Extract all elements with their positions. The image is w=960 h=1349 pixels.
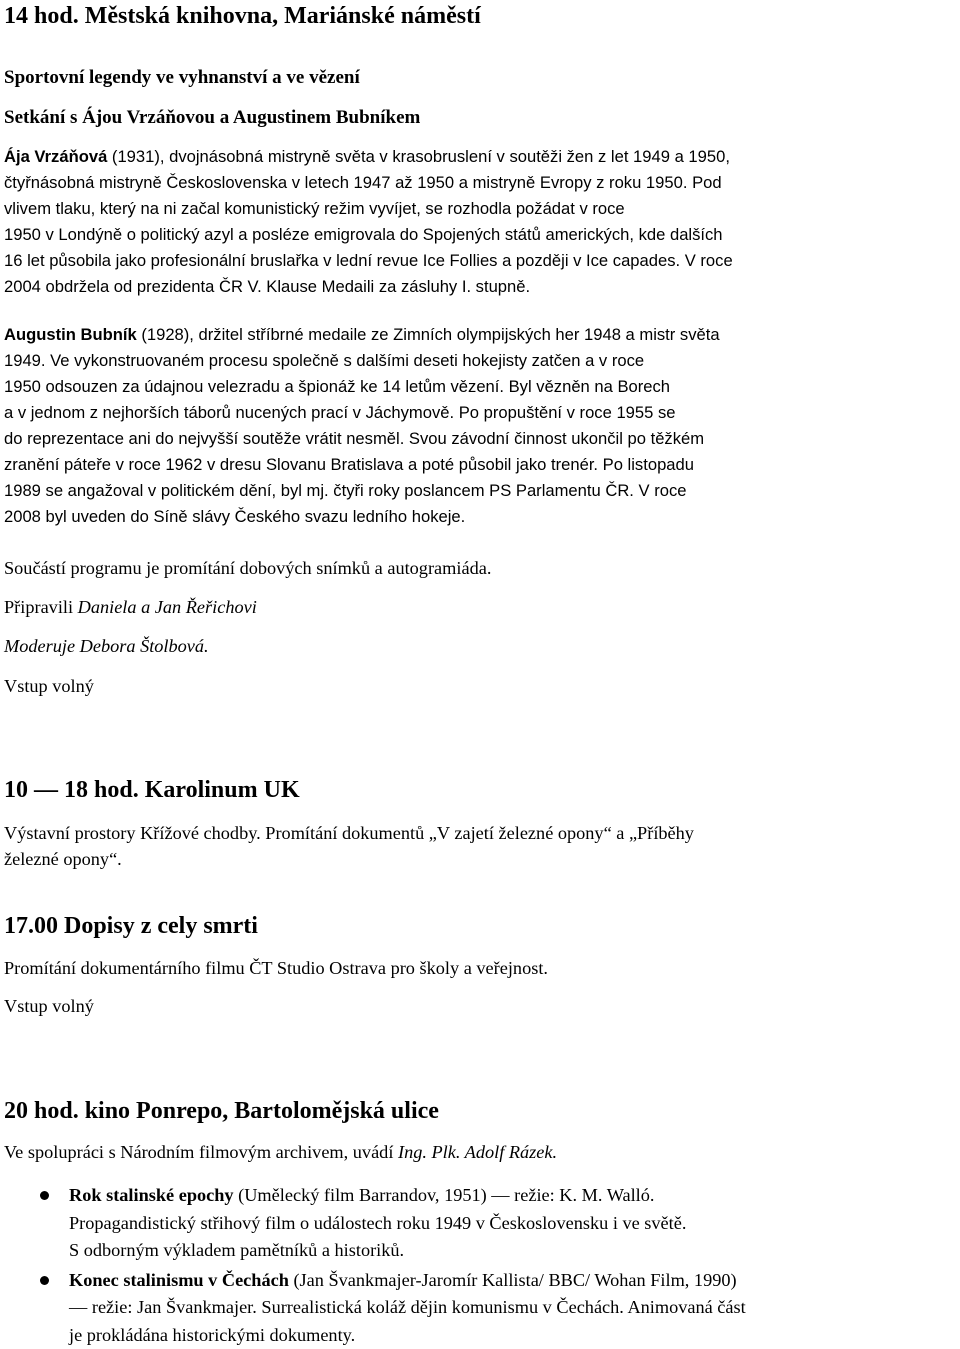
moderator: Moderuje Debora Štolbová. xyxy=(4,633,209,659)
program-note: Součástí programu je promítání dobových snímků a autogramiáda. xyxy=(4,555,491,581)
bio-bubnik-name: Augustin Bubník xyxy=(4,325,137,344)
film-item: Konec stalinismu v Čechách (Jan Švankmajer-Jaromír Kallista/ BBC/ Wohan Film, 1990) — režie: Jan Švankmajer. Surrealistická koláž dějin komunismu v Čechách. Animovaná část je prokládána historickými dokumenty. xyxy=(0,1267,746,1349)
entry-free-2: Vstup volný xyxy=(4,993,94,1019)
prepared-names: Daniela a Jan Řeřichovi xyxy=(78,597,257,617)
film-title: Konec stalinismu v Čechách xyxy=(69,1270,289,1290)
bullet-icon xyxy=(40,1191,49,1200)
bullet-icon xyxy=(40,1276,49,1285)
prepared-by: Připravili Daniela a Jan Řeřichovi xyxy=(4,594,257,620)
event4-intro-name: Ing. Plk. Adolf Rázek. xyxy=(398,1142,557,1162)
event3-heading: 17.00 Dopisy z cely smrti xyxy=(4,912,258,940)
event1-heading: 14 hod. Městská knihovna, Mariánské náměstí xyxy=(4,2,481,30)
film-item: Rok stalinské epochy (Umělecký film Barrandov, 1951) — režie: K. M. Walló. Propagandistický střihový film o událostech roku 1949 v Československu i ve světě. S odborným výkladem pamětníků a historiků. xyxy=(0,1182,746,1265)
event1-title: Sportovní legendy ve vyhnanství a ve vězení xyxy=(4,66,360,90)
bio-vrzanova: Ája Vrzáňová (1931), dvojnásobná mistryně světa v krasobruslení v soutěži žen z let 1949 a 1950, čtyřnásobná mistryně Československa v letech 1947 až 1950 a mistryně Evropy z roku 1950. Pod vlivem tlaku, který na ni začal komunistický režim vyvíjet, se rozhodla požádat v roce 1950 v Londýně o politický azyl a posléze emigrovala do Spojených států amerických, kde dalších 16 let působila jako profesionální bruslařka v lední revue Ice Follies a později v Ice capades. V roce 2004 obdržela od prezidenta ČR V. Klause Medaili za zásluhy I. stupně. xyxy=(4,144,733,300)
event1-subtitle: Setkání s Ájou Vrzáňovou a Augustinem Bubníkem xyxy=(4,106,420,130)
event2-heading: 10 — 18 hod. Karolinum UK xyxy=(4,776,300,804)
film-title: Rok stalinské epochy xyxy=(69,1185,234,1205)
event3-description: Promítání dokumentárního filmu ČT Studio Ostrava pro školy a veřejnost. xyxy=(4,955,548,981)
film-list xyxy=(0,1182,746,1349)
bio-bubnik: Augustin Bubník (1928), držitel stříbrné medaile ze Zimních olympijských her 1948 a mistr světa 1949. Ve vykonstruovaném procesu společně s dalšími deseti hokejisty zatčen a v roce 1950 odsouzen za údajnou velezradu a špionáž ke 14 letům vězení. Byl vězněn na Borech a v jednom z nejhorších táborů nucených prací v Jáchymově. Po propuštění v roce 1955 se do reprezentace ani do nejvyšší soutěže vrátit nesměl. Svou závodní činnost ukončil po těžkém zranění páteře v roce 1962 v dresu Slovanu Bratislava a poté působil jako trenér. Po listopadu 1989 se angažoval v politickém dění, byl mj. čtyři roky poslancem PS Parlamentu ČR. V roce 2008 byl uveden do Síně slávy Českého svazu ledního hokeje. xyxy=(4,322,720,530)
event4-heading: 20 hod. kino Ponrepo, Bartolomějská ulice xyxy=(4,1097,439,1125)
bio-vrzanova-name: Ája Vrzáňová xyxy=(4,147,107,166)
event2-description: Výstavní prostory Křížové chodby. Promítání dokumentů „V zajetí železné opony“ a „Příběhy železné opony“. xyxy=(4,820,694,872)
entry-free-1: Vstup volný xyxy=(4,673,94,699)
event4-intro: Ve spolupráci s Národním filmovým archivem, uvádí Ing. Plk. Adolf Rázek. xyxy=(4,1139,557,1165)
